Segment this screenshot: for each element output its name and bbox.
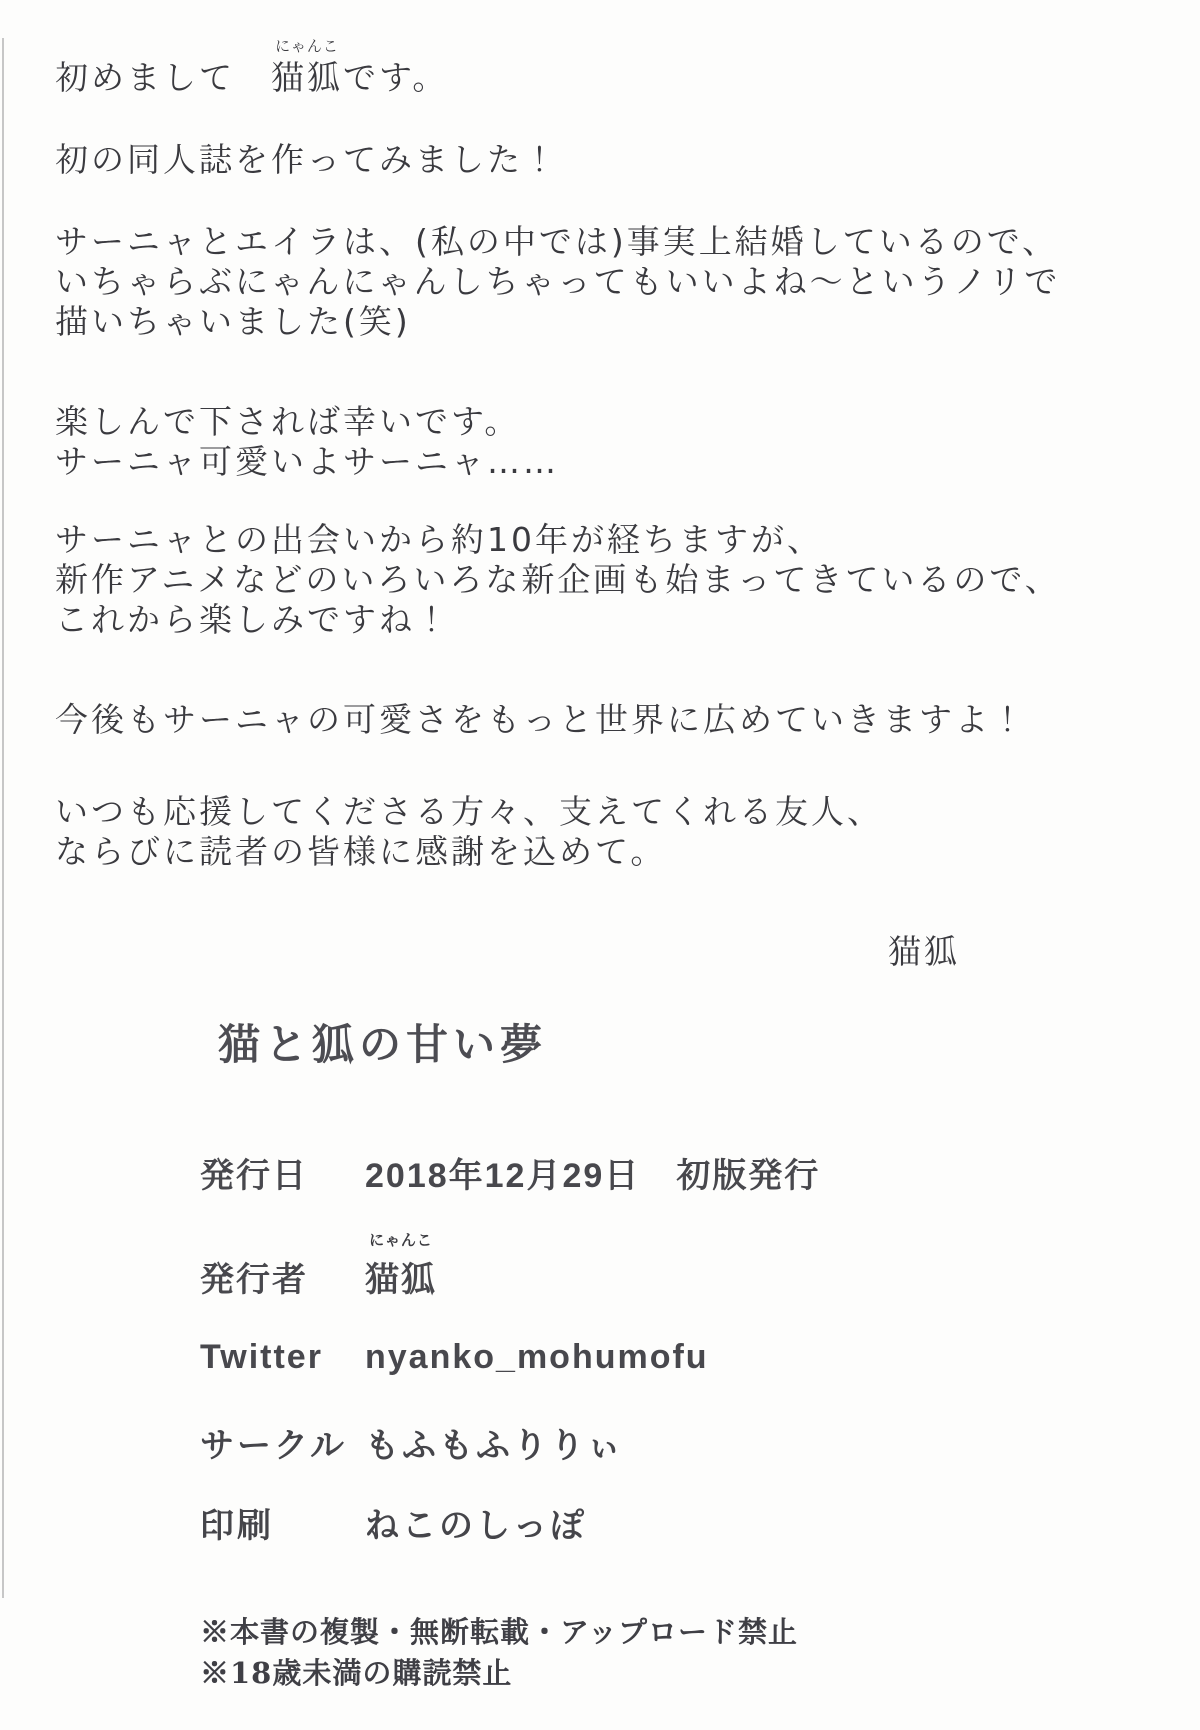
paragraph-first-doujin xyxy=(55,140,559,180)
text-line: これから楽しみですね！ xyxy=(55,600,451,639)
text-line: いちゃらぶにゃんにゃんしちゃってもいいよね〜というノリで xyxy=(55,262,1061,301)
note-no-reproduction: ※本書の複製・無断転載・アップロード禁止 xyxy=(200,1615,798,1649)
row-label: Twitter xyxy=(200,1338,323,1376)
text-line: 今後もサーニャの可愛さをもっと世界に広めていきますよ！ xyxy=(55,700,1027,739)
text-line: 新作アニメなどのいろいろな新企画も始まってきているので、 xyxy=(55,560,1061,599)
note-age-restriction: ※18歳未満の購読禁止 xyxy=(200,1656,513,1690)
author-name-with-furigana xyxy=(271,37,343,98)
author-name: 猫狐 xyxy=(271,58,343,97)
twitter-handle: nyanko_mohumofu xyxy=(365,1338,709,1376)
paragraph-sanya-eila xyxy=(55,222,1060,342)
greeting-suffix: です。 xyxy=(343,58,449,97)
book-title: 猫と狐の甘い夢 xyxy=(218,1020,548,1069)
paragraph-ten-years xyxy=(55,520,1061,640)
paragraph-spread-cuteness xyxy=(55,700,1027,740)
paragraph-enjoy xyxy=(55,402,559,482)
text-line: 描いちゃいました(笑) xyxy=(55,302,411,341)
row-label: サークル xyxy=(200,1426,347,1466)
text-line: ならびに読者の皆様に感謝を込めて。 xyxy=(55,832,667,871)
row-value: 2018年12月29日 初版発行 xyxy=(365,1157,821,1195)
legal-notes xyxy=(200,1612,798,1694)
row-label: 印刷 xyxy=(200,1506,274,1546)
greeting-line xyxy=(55,37,449,98)
furigana-nyanko: にゃんこ xyxy=(275,37,339,55)
publisher-name-with-furigana xyxy=(365,1232,437,1301)
text-line: いつも応援してくださる方々、支えてくれる友人、 xyxy=(55,792,883,831)
furigana-nyanko: にゃんこ xyxy=(369,1232,433,1249)
author-signature: 猫狐 xyxy=(888,932,960,971)
text-line: サーニャとエイラは、(私の中では)事実上結婚しているので、 xyxy=(55,222,1059,261)
scan-edge-artifact xyxy=(2,38,4,1598)
paragraph-thanks xyxy=(55,792,883,872)
text-line: サーニャとの出会いから約10年が経ちますが、 xyxy=(55,520,823,559)
printer-name: ねこのしっぽ xyxy=(365,1506,587,1546)
row-label: 発行者 xyxy=(200,1261,308,1299)
publisher-name: 猫狐 xyxy=(365,1261,437,1299)
text-line: 初の同人誌を作ってみました！ xyxy=(55,140,559,179)
text-line: 楽しんで下されば幸いです。 xyxy=(55,402,521,441)
circle-name: もふもふりりぃ xyxy=(365,1426,624,1466)
row-label: 発行日 xyxy=(200,1157,308,1195)
row-value xyxy=(365,1232,437,1301)
text-line: サーニャ可愛いよサーニャ…… xyxy=(55,442,559,481)
greeting-prefix: 初めまして xyxy=(55,58,271,97)
